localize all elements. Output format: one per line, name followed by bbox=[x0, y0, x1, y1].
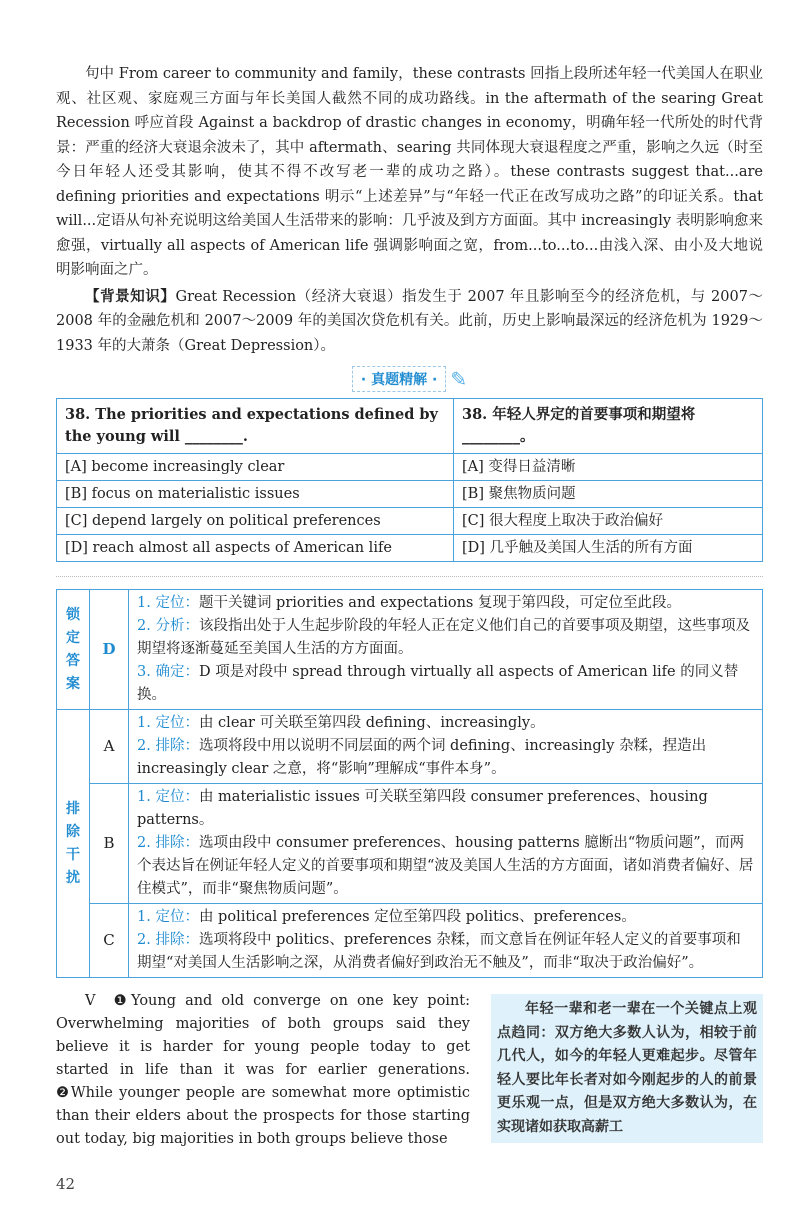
sentence-marker: ❷ bbox=[56, 1085, 71, 1101]
answer-option: D bbox=[90, 590, 129, 710]
step-key: 2. 排除： bbox=[137, 932, 199, 948]
option-zh: [C] 很大程度上取决于政治偏好 bbox=[454, 508, 763, 535]
background-text: Great Recession（经济大衰退）指发生于 2007 年且影响至今的经济危机，与 2007～2008 年的金融危机和 2007～2009 年的美国次贷危机有关。此前，历史上影响最深远的经济危机为 1929～1933 年的大萧条（Great Depression）。 bbox=[56, 288, 763, 354]
background-knowledge bbox=[56, 285, 763, 359]
distractor-explanation bbox=[129, 710, 763, 784]
paragraph-numeral: V bbox=[85, 993, 96, 1009]
divider bbox=[56, 576, 763, 577]
distractor-explanation bbox=[129, 904, 763, 978]
question-table bbox=[56, 398, 763, 562]
sentence-2: While younger people are somewhat more optimistic than their elders about the prospects for those starting out today, big majorities in both groups believe those bbox=[56, 1085, 470, 1147]
step-key: 2. 排除： bbox=[137, 738, 199, 754]
question-stem-zh: 38. 年轻人界定的首要事项和期望将________。 bbox=[454, 399, 763, 454]
background-label: 【背景知识】 bbox=[85, 287, 176, 305]
distractor-option: C bbox=[90, 904, 129, 978]
analysis-table bbox=[56, 589, 763, 978]
sentence-marker: ❶ bbox=[113, 993, 132, 1009]
translation-box: 年轻一辈和老一辈在一个关键点上观点趋同：双方绝大多数人认为，相较于前几代人，如今的年轻人更难起步。尽管年轻人要比年长者对如今刚起步的人的前景更乐观一点，但是双方绝大多数认为，在实现诸如获取高薪工 bbox=[491, 994, 763, 1143]
passage-v bbox=[56, 990, 470, 1151]
step-text: 该段指出处于人生起步阶段的年轻人正在定义他们自己的首要事项及期望，这些事项及期望将逐渐蔓延至美国人生活的方方面面。 bbox=[137, 618, 750, 657]
step-key: 1. 定位： bbox=[137, 715, 199, 731]
step-text: 选项将段中用以说明不同层面的两个词 defining、increasingly 杂糅，捏造出 increasingly clear 之意，将“影响”理解成“事件本身”。 bbox=[137, 738, 707, 777]
distractor-label: 排除干扰 bbox=[57, 710, 90, 978]
option-en: [B] focus on materialistic issues bbox=[57, 481, 454, 508]
step-text: 选项将段中 politics、preferences 杂糅，而文意旨在例证年轻人定义的首要事项和期望“对美国人生活影响之深，从消费者偏好到政治无不触及”，而非“取决于政治偏好”。 bbox=[137, 932, 741, 971]
step-key: 1. 定位： bbox=[137, 909, 199, 925]
passage-v-row bbox=[56, 990, 763, 1151]
option-en: [C] depend largely on political preferences bbox=[57, 508, 454, 535]
step-key: 2. 分析： bbox=[137, 618, 199, 634]
sentence-1: Young and old converge on one key point: Overwhelming majorities of both groups said they believe it is harder for young people today to get started in life than it was for earlier generations. bbox=[56, 993, 470, 1078]
step-key: 2. 排除： bbox=[137, 835, 199, 851]
distractor-explanation bbox=[129, 784, 763, 904]
step-text: 由 clear 可关联至第四段 defining、increasingly。 bbox=[198, 715, 545, 731]
section-heading-row bbox=[56, 366, 763, 392]
option-zh: [A] 变得日益清晰 bbox=[454, 454, 763, 481]
answer-explanation bbox=[129, 590, 763, 710]
option-en: [D] reach almost all aspects of American life bbox=[57, 535, 454, 562]
distractor-option: B bbox=[90, 784, 129, 904]
intro-paragraph: 句中 From career to community and family，these contrasts 回指上段所述年轻一代美国人在职业观、社区观、家庭观三方面与年长美国人截然不同的成功路线。in the aftermath of the searing Great Recession 呼应首段 Against a backdrop of drastic changes in economy，明确年轻一代所处的时代背景：严重的经济大衰退余波未了，其中 aftermath、searing 共同体现大衰退程度之严重，影响之久远（时至今日年轻人还受其影响，使其不得不改写老一辈的成功之路）。these contrasts suggest that...are defining priorities and expectations 明示“上述差异”与“年轻一代正在改写成功之路”的印证关系。that will...定语从句补充说明这给美国人生活带来的影响：几乎波及到方方面面。其中 increasingly 表明影响愈来愈强，virtually all aspects of American life 强调影响面之宽，from...to...to...由浅入深、由小及大地说明影响面之广。 bbox=[56, 66, 763, 278]
step-text: 题干关键词 priorities and expectations 复现于第四段，可定位至此段。 bbox=[198, 595, 681, 611]
page-number: 42 bbox=[56, 1175, 76, 1193]
step-text: 由 materialistic issues 可关联至第四段 consumer preferences、housing patterns。 bbox=[137, 789, 708, 828]
option-zh: [B] 聚焦物质问题 bbox=[454, 481, 763, 508]
step-key: 3. 确定： bbox=[137, 664, 199, 680]
step-text: D 项是对段中 spread through virtually all aspects of American life 的同义替换。 bbox=[137, 664, 739, 703]
distractor-option: A bbox=[90, 710, 129, 784]
section-heading: · 真题精解 · bbox=[352, 366, 446, 392]
option-en: [A] become increasingly clear bbox=[57, 454, 454, 481]
step-key: 1. 定位： bbox=[137, 595, 199, 611]
step-key: 1. 定位： bbox=[137, 789, 199, 805]
step-text: 由 political preferences 定位至第四段 politics、preferences。 bbox=[198, 909, 636, 925]
answer-label: 锁定答案 bbox=[57, 590, 90, 710]
pen-icon: ✎ bbox=[450, 367, 468, 391]
question-stem-en: 38. The priorities and expectations defined by the young will ________. bbox=[57, 399, 454, 454]
option-zh: [D] 几乎触及美国人生活的所有方面 bbox=[454, 535, 763, 562]
step-text: 选项由段中 consumer preferences、housing patterns 臆断出“物质问题”，而两个表达旨在例证年轻人定义的首要事项和期望“波及美国人生活的方方面面，诸如消费者偏好、居住模式”，而非“聚焦物质问题”。 bbox=[137, 835, 754, 897]
